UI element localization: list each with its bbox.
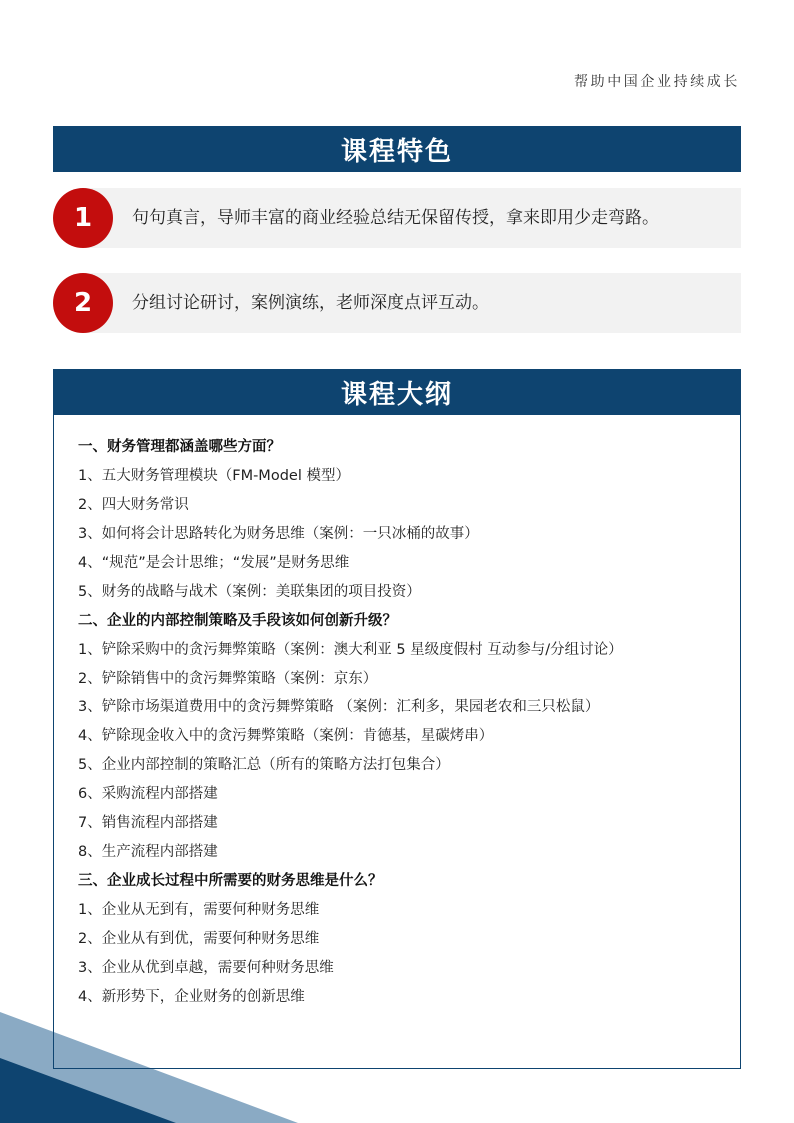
outline-section-heading: 三、企业成长过程中所需要的财务思维是什么？ <box>78 873 383 890</box>
outline-item: 1、铲除采购中的贪污舞弊策略（案例：澳大利亚 5 星级度假村 互动参与/分组讨论） <box>78 641 623 658</box>
outline-item: 1、企业从无到有，需要何种财务思维 <box>78 902 320 918</box>
feature-number-badge: 1 <box>53 188 113 248</box>
outline-item: 3、铲除市场渠道费用中的贪污舞弊策略 （案例：汇利多，果园老农和三只松鼠） <box>78 699 600 716</box>
outline-item: 2、四大财务常识 <box>78 496 189 513</box>
outline-item: 4、铲除现金收入中的贪污舞弊策略（案例：肯德基，星碳烤串） <box>78 728 494 745</box>
outline-item: 6、采购流程内部搭建 <box>78 786 218 803</box>
feature-number-badge: 2 <box>53 273 113 333</box>
feature-text: 句句真言，导师丰富的商业经验总结无保留传授，拿来即用少走弯路。 <box>132 208 659 228</box>
outline-item: 3、如何将会计思路转化为财务思维（案例：一只冰桶的故事） <box>78 525 479 542</box>
course-features-title: 课程特色 <box>340 136 453 167</box>
outline-item: 2、企业从有到优，需要何种财务思维 <box>78 930 320 947</box>
course-outline-header <box>53 369 741 415</box>
feature-item <box>53 188 741 248</box>
outline-item: 5、企业内部控制的策略汇总（所有的策略方法打包集合） <box>78 757 450 774</box>
outline-item: 7、销售流程内部搭建 <box>78 815 218 832</box>
course-features-header <box>53 126 741 172</box>
outline-item: 3、企业从优到卓越，需要何种财务思维 <box>78 959 334 976</box>
feature-item <box>53 273 741 333</box>
outline-section-heading: 一、财务管理都涵盖哪些方面？ <box>78 439 281 455</box>
outline-item: 4、“规范”是会计思维；“发展”是财务思维 <box>78 554 350 571</box>
outline-item: 5、财务的战略与战术（案例：美联集团的项目投资） <box>78 583 421 600</box>
outline-item: 2、铲除销售中的贪污舞弊策略（案例：京东） <box>78 670 378 687</box>
course-outline-title: 课程大纲 <box>340 379 453 410</box>
outline-list <box>78 433 623 1012</box>
outline-item: 8、生产流程内部搭建 <box>78 844 218 861</box>
outline-item: 1、五大财务管理模块（FM-Model 模型） <box>78 467 350 484</box>
feature-text: 分组讨论研讨，案例演练，老师深度点评互动。 <box>132 293 489 313</box>
course-outline-box <box>53 415 741 1069</box>
outline-section-heading: 二、企业的内部控制策略及手段该如何创新升级？ <box>78 612 397 629</box>
page-tagline: 帮助中国企业持续成长 <box>574 74 740 90</box>
outline-item: 4、新形势下，企业财务的创新思维 <box>78 988 305 1005</box>
